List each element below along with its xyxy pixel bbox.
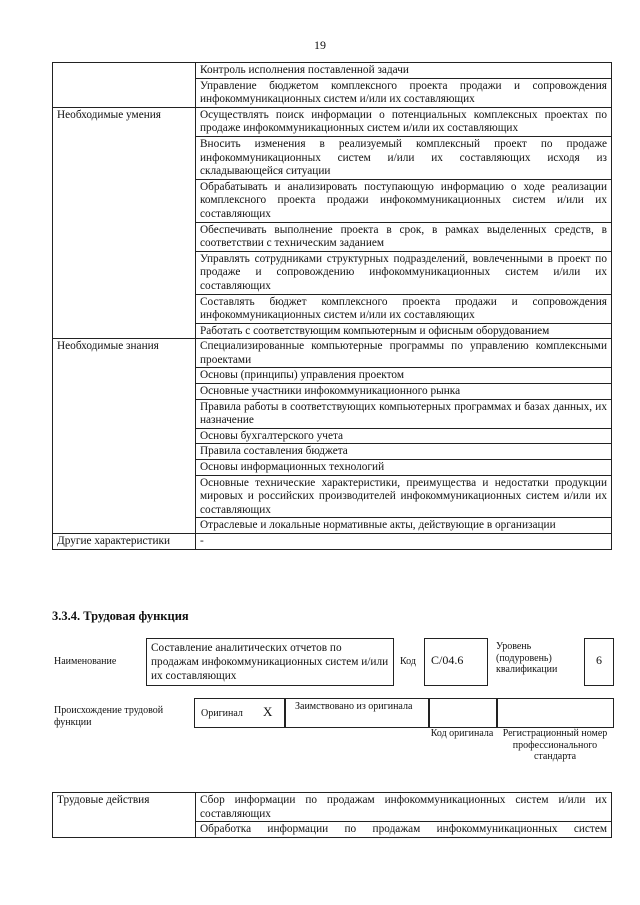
- table-cell: Основы информационных технологий: [196, 460, 612, 476]
- regnum-box: [496, 698, 614, 728]
- table-cell: Основные участники инфокоммуникационного рынка: [196, 384, 612, 400]
- code-original-caption: Код оригинала: [430, 728, 494, 739]
- row-label-other: Другие характеристики: [53, 534, 196, 550]
- table-cell: Обработка информации по продажам инфокоммуникационных систем: [196, 822, 612, 838]
- table-cell: Обрабатывать и анализировать поступающую информацию о ходе реализации комплексного проекта продажи инфокоммуникационных систем и/или их составляющих: [196, 179, 612, 222]
- row-label: [53, 63, 196, 108]
- name-label: Наименование: [54, 656, 117, 667]
- regnum-caption: Регистрационный номер профессионального стандарта: [502, 728, 608, 762]
- table-cell: Правила работы в соответствующих компьютерных программах и базах данных, их назначение: [196, 399, 612, 428]
- table-row: [53, 534, 612, 550]
- table-cell: Сбор информации по продажам инфокоммуникационных систем и/или их составляющих: [196, 793, 612, 822]
- table-row: [53, 107, 612, 136]
- level-label: Уровень (подуровень) квалификации: [496, 641, 558, 675]
- borrowed-box: [284, 698, 430, 728]
- borrowed-label: Заимствовано из оригинала: [295, 701, 413, 712]
- table-row: [53, 339, 612, 368]
- origin-label: Происхождение трудовой функции: [54, 705, 164, 728]
- table-cell: Правила составления бюджета: [196, 444, 612, 460]
- table-cell: Работать с соответствующим компьютерным и офисным оборудованием: [196, 323, 612, 339]
- labor-actions-table: [52, 792, 612, 838]
- table-cell: Осуществлять поиск информации о потенциальных комплексных проектах по продаже инфокоммуникационных систем и/или их составляющих: [196, 107, 612, 136]
- page-number: 19: [314, 38, 326, 52]
- table-cell: Основные технические характеристики, преимущества и недостатки продукции мировых и российских производителей инфокоммуникационных систем и/или их составляющих: [196, 475, 612, 518]
- labor-actions-label: Трудовые действия: [53, 793, 196, 838]
- section-heading: 3.3.4. Трудовая функция: [52, 609, 189, 623]
- code-label: Код: [400, 656, 416, 667]
- table-cell: Управлять сотрудниками структурных подразделений, вовлеченными в проект по продаже и сопровождению инфокоммуникационных систем и/или их составляющих: [196, 251, 612, 294]
- original-mark: X: [263, 704, 273, 719]
- table-cell: Контроль исполнения поставленной задачи: [196, 63, 612, 79]
- table-cell: Управление бюджетом комплексного проекта продажи и сопровождения инфокоммуникационных систем и/или их составляющих: [196, 78, 612, 107]
- code-value: C/04.6: [431, 653, 464, 667]
- level-value-box: [584, 638, 614, 686]
- row-label-skills: Необходимые умения: [53, 107, 196, 339]
- table-cell: -: [196, 534, 612, 550]
- table-cell: Основы (принципы) управления проектом: [196, 368, 612, 384]
- code-value-box: [424, 638, 488, 686]
- name-value-box: [146, 638, 394, 686]
- original-label: Оригинал: [201, 708, 243, 719]
- competency-table: [52, 62, 612, 550]
- table-cell: Основы бухгалтерского учета: [196, 428, 612, 444]
- row-label-knowledge: Необходимые знания: [53, 339, 196, 534]
- name-value: Составление аналитических отчетов по продажам инфокоммуникационных систем и/или их составляющих: [151, 642, 389, 682]
- level-value: 6: [596, 653, 602, 667]
- table-cell: Отраслевые и локальные нормативные акты, действующие в организации: [196, 518, 612, 534]
- table-cell: Составлять бюджет комплексного проекта продажи и сопровождения инфокоммуникационных систем и/или их составляющих: [196, 294, 612, 323]
- table-cell: Вносить изменения в реализуемый комплексный проект по продаже инфокоммуникационных систем и/или их составляющих исходя из складывающейся ситуации: [196, 136, 612, 179]
- table-cell: Специализированные компьютерные программы по управлению комплексными проектами: [196, 339, 612, 368]
- original-box: [194, 698, 286, 728]
- code-original-box: [428, 698, 498, 728]
- table-row: [53, 793, 612, 822]
- table-cell: Обеспечивать выполнение проекта в срок, в рамках выделенных средств, в соответствии с техническим заданием: [196, 222, 612, 251]
- table-row: [53, 63, 612, 79]
